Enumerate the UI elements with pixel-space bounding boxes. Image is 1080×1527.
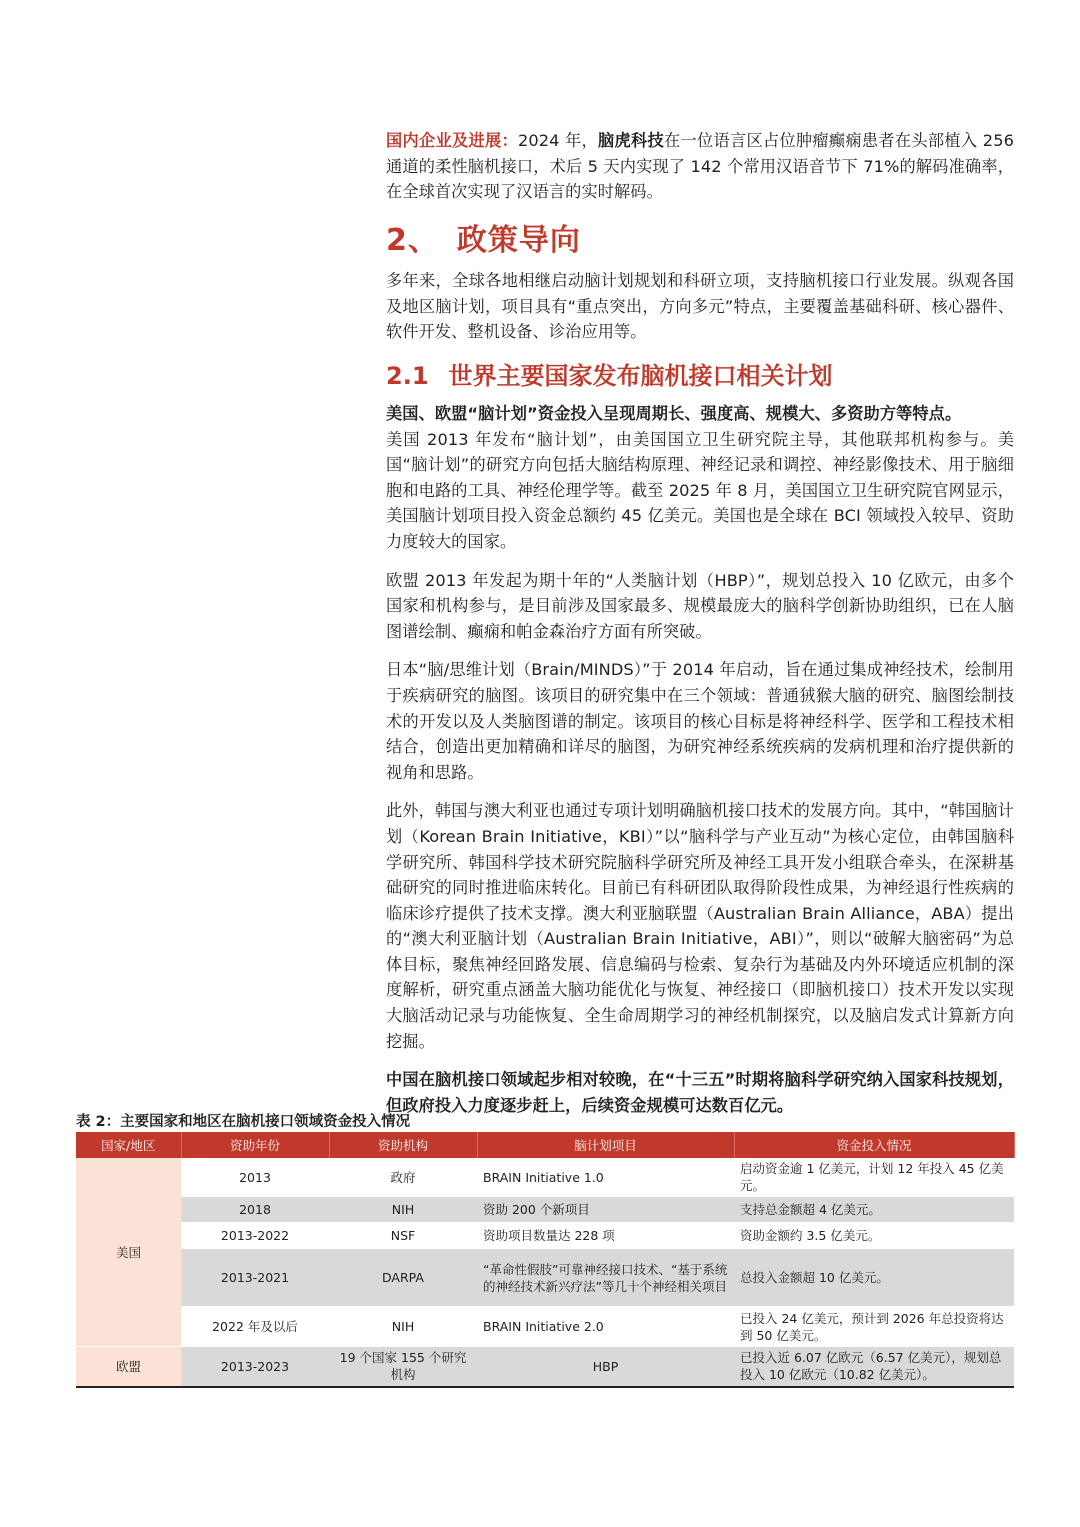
intro-block — [386, 128, 1014, 205]
year-cell: 2018 — [181, 1197, 329, 1223]
header-agency: 资助机构 — [329, 1132, 477, 1158]
year-cell: 2013 — [181, 1158, 329, 1197]
section-2-number: 2、 — [386, 223, 439, 258]
table-row — [76, 1197, 1014, 1223]
funding-cell: 支持总金额超 4 亿美元。 — [734, 1197, 1014, 1223]
header-year: 资助年份 — [181, 1132, 329, 1158]
table-row — [76, 1223, 1014, 1249]
header-funding: 资金投入情况 — [734, 1132, 1014, 1158]
year-cell: 2013-2022 — [181, 1223, 329, 1249]
funding-cell: 启动资金逾 1 亿美元，计划 12 年投入 45 亿美元。 — [734, 1158, 1014, 1197]
funding-table — [76, 1132, 1015, 1388]
lead-paragraph: 美国、欧盟“脑计划”资金投入呈现周期长、强度高、规模大、多资助方等特点。 — [386, 404, 962, 423]
funding-cell: 资助金额约 3.5 亿美元。 — [734, 1223, 1014, 1249]
agency-cell: 19 个国家 155 个研究机构 — [329, 1347, 477, 1387]
agency-cell: NIH — [329, 1307, 477, 1347]
agency-cell: 政府 — [329, 1158, 477, 1197]
section-2-title: 政策导向 — [456, 223, 581, 258]
intro-seg2: 在一位语言区占位肿瘤癫痫患者在头部植入 256 通道的柔性脑机接口，术后 5 天内实现了 142 个常用汉语音节下 71%的解码准确率，在全球首次实现了汉语言的实时解码。 — [386, 131, 1015, 202]
year-cell: 2013-2021 — [181, 1249, 329, 1307]
intro-paragraph — [386, 128, 1014, 205]
table-caption: 表 2：主要国家和地区在脑机接口领域资金投入情况 — [76, 1114, 411, 1130]
china-lead-paragraph: 中国在脑机接口领域起步相对较晚，在“十三五”时期将脑科学研究纳入国家科技规划，但政府投入力度逐步赶上，后续资金规模可达数百亿元。 — [386, 1070, 1014, 1115]
year-cell: 2022 年及以后 — [181, 1307, 329, 1347]
country-cell-us: 美国 — [76, 1158, 181, 1347]
eu-paragraph: 欧盟 2013 年发起为期十年的“人类脑计划（HBP）”，规划总投入 10 亿欧元，由多个国家和机构参与，是目前涉及国家最多、规模最庞大的脑科学创新协助组织，已在人脑图谱绘制、癫痫和帕金森治疗方面有所突破。 — [386, 570, 1014, 641]
agency-cell: DARPA — [329, 1249, 477, 1307]
project-cell: BRAIN Initiative 1.0 — [477, 1158, 734, 1197]
header-country: 国家/地区 — [76, 1132, 181, 1158]
table-row — [76, 1158, 1014, 1197]
project-cell: “革命性假肢”可靠神经接口技术、“基于系统的神经技术新兴疗法”等几十个神经相关项目 — [477, 1249, 734, 1307]
section-2-1-body — [386, 401, 1014, 1118]
section-2-1-number: 2.1 — [386, 362, 429, 390]
year-cell: 2013-2023 — [181, 1347, 329, 1387]
section-2-paragraph: 多年来，全球各地相继启动脑计划规划和科研立项，支持脑机接口行业发展。纵观各国及地区脑计划，项目具有“重点突出，方向多元”特点，主要覆盖基础科研、核心器件、软件开发、整机设备、诊治应用等。 — [386, 271, 1014, 342]
project-cell: 资助项目数量达 228 项 — [477, 1223, 734, 1249]
agency-cell: NIH — [329, 1197, 477, 1223]
intro-seg1: 2024 年， — [517, 131, 598, 150]
project-cell: BRAIN Initiative 2.0 — [477, 1307, 734, 1347]
table-header-row — [76, 1132, 1014, 1158]
project-cell: HBP — [477, 1347, 734, 1387]
us-paragraph: 美国 2013 年发布“脑计划”，由美国国立卫生研究院主导，其他联邦机构参与。美国“脑计划”的研究方向包括大脑结构原理、神经记录和调控、神经影像技术、用于脑细胞和电路的工具、神经伦理学等。截至 2025 年 8 月，美国国立卫生研究院官网显示，美国脑计划项目投入资金总额约 45 亿美元。美国也是全球在 BCI 领域投入较早、资助力度较大的国家。 — [386, 429, 1014, 551]
table-row — [76, 1347, 1014, 1387]
section-2-heading — [386, 215, 581, 259]
korea-australia-paragraph: 此外，韩国与澳大利亚也通过专项计划明确脑机接口技术的发展方向。其中，“韩国脑计划（Korean Brain Initiative，KBI）”以“脑科学与产业互动”为核心定位，由韩国脑科学研究所、韩国科学技术研究院脑科学研究所及神经工具开发小组联合牵头，在深耕基础研究的同时推进临床转化。目前已有科研团队取得阶段性成果，为神经退行性疾病的临床诊疗提供了技术支撑。澳大利亚脑联盟（Australian Brain Alliance，ABA）提出的“澳大利亚脑计划（Australian Brain Initiative，ABI）”，则以“破解大脑密码”为总体目标，聚焦神经回路发展、信息编码与检索、复杂行为基础及内外环境适应机制的深度解析，研究重点涵盖大脑功能优化与恢复、神经接口（即脑机接口）技术开发以实现大脑活动记录与功能恢复、全生命周期学习的神经机制探究，以及脑启发式计算新方向挖掘。 — [386, 801, 1014, 1051]
header-project: 脑计划项目 — [477, 1132, 734, 1158]
project-cell: 资助 200 个新项目 — [477, 1197, 734, 1223]
intro-label: 国内企业及进展： — [386, 131, 518, 150]
section-2-body — [386, 268, 1014, 345]
funding-cell: 已投入 24 亿美元，预计到 2026 年总投资将达到 50 亿美元。 — [734, 1307, 1014, 1347]
country-cell-eu: 欧盟 — [76, 1347, 181, 1387]
table-row — [76, 1307, 1014, 1347]
section-2-1-title: 世界主要国家发布脑机接口相关计划 — [448, 362, 833, 390]
section-2-1-heading — [386, 356, 833, 391]
table-row — [76, 1249, 1014, 1307]
funding-cell: 总投入金额超 10 亿美元。 — [734, 1249, 1014, 1307]
company-name: 脑虎科技 — [598, 131, 664, 150]
agency-cell: NSF — [329, 1223, 477, 1249]
japan-paragraph: 日本“脑/思维计划（Brain/MINDS）”于 2014 年启动，旨在通过集成神经技术，绘制用于疾病研究的脑图。该项目的研究集中在三个领域：普通狨猴大脑的研究、脑图绘制技术的开发以及人类脑图谱的制定。该项目的核心目标是将神经科学、医学和工程技术相结合，创造出更加精确和详尽的脑图，为研究神经系统疾病的发病机理和治疗提供新的视角和思路。 — [386, 660, 1014, 782]
funding-cell: 已投入近 6.07 亿欧元（6.57 亿美元），规划总投入 10 亿欧元（10.82 亿美元）。 — [734, 1347, 1014, 1387]
